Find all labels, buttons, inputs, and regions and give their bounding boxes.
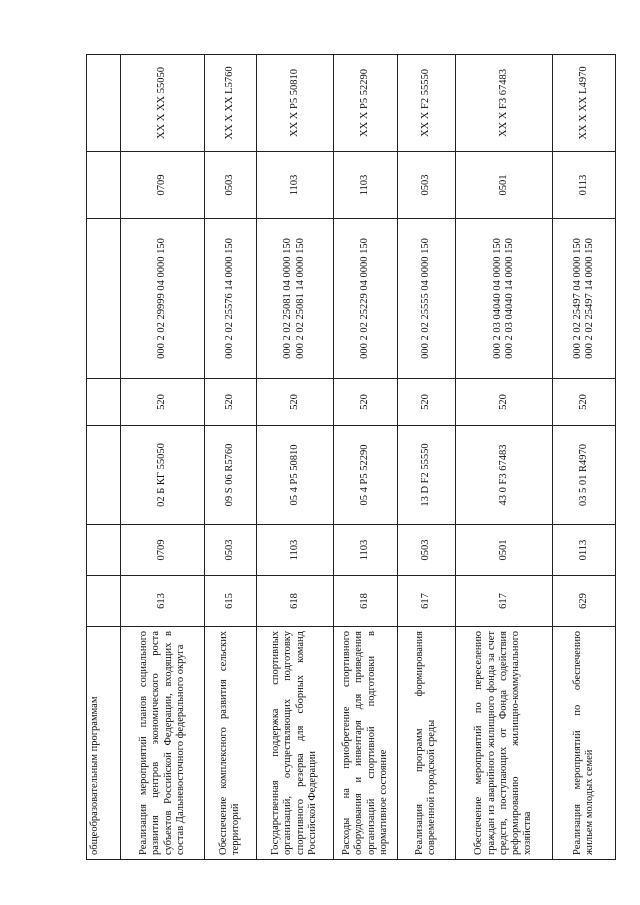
rzpr-cell: [87, 525, 121, 576]
row-name-cell: Обеспечение комплексного развития сельских территорий: [204, 627, 256, 860]
income-code-cell: [553, 219, 616, 379]
table-row: [333, 55, 398, 860]
rzpr-target-cell: 0709: [121, 152, 204, 219]
row-name-cell: Реализация мероприятий по обеспечению жильем молодых семей: [553, 627, 616, 860]
table-row: [553, 55, 616, 860]
kvsr-cell: 617: [398, 576, 455, 627]
target-code-cell: XX X F3 67483: [455, 55, 553, 152]
table-row: [87, 55, 121, 860]
target-code-cell: XX X P5 50810: [256, 55, 333, 152]
csr-cell: 03 5 01 R4970: [553, 426, 616, 525]
rzpr-cell: 1103: [333, 525, 398, 576]
csr-cell: 09 S 06 R5760: [204, 426, 256, 525]
rzpr-cell: 0503: [398, 525, 455, 576]
row-name-cell: Государственная поддержка спортивных организаций, осуществляющих подготовку спортивного резерва для сборных команд Российской Федерации: [256, 627, 333, 860]
income-code: 000 2 02 25081 04 0000 150: [282, 238, 294, 359]
income-code: 000 2 02 25081 14 0000 150: [294, 238, 306, 359]
rzpr-target-cell: 0501: [455, 152, 553, 219]
kvsr-cell: 617: [455, 576, 553, 627]
income-code: 000 2 02 25555 04 0000 150: [420, 238, 432, 359]
csr-cell: 05 4 P5 52290: [333, 426, 398, 525]
income-code-cell: [87, 219, 121, 379]
rzpr-cell: 0113: [553, 525, 616, 576]
rzpr-cell: 1103: [256, 525, 333, 576]
income-code: 000 2 02 25497 04 0000 150: [571, 238, 583, 359]
kvsr-cell: 618: [256, 576, 333, 627]
income-code-cell: [256, 219, 333, 379]
target-code-cell: XX X F2 55550: [398, 55, 455, 152]
vr-cell: 520: [398, 379, 455, 426]
income-code-cell: [455, 219, 553, 379]
vr-cell: 520: [553, 379, 616, 426]
kvsr-cell: 613: [121, 576, 204, 627]
rzpr-cell: 0709: [121, 525, 204, 576]
target-code-cell: XX X P5 52290: [333, 55, 398, 152]
rzpr-target-cell: [87, 152, 121, 219]
csr-cell: 13 D F2 55550: [398, 426, 455, 525]
rzpr-target-cell: 1103: [256, 152, 333, 219]
income-code-cell: [204, 219, 256, 379]
row-name-cell: Реализация мероприятий планов социального развития центров экономического роста субъектов Российской Федерации, входящих в состав Дальневосточного федерального округа: [121, 627, 204, 860]
vr-cell: 520: [256, 379, 333, 426]
vr-cell: 520: [333, 379, 398, 426]
income-code: 000 2 03 04040 04 0000 150: [491, 238, 503, 359]
income-code-cell: [121, 219, 204, 379]
csr-cell: [87, 426, 121, 525]
rzpr-target-cell: 0113: [553, 152, 616, 219]
budget-table: [86, 54, 616, 860]
income-code: 000 2 02 25576 14 0000 150: [224, 238, 236, 359]
table-row: [256, 55, 333, 860]
rzpr-target-cell: 1103: [333, 152, 398, 219]
income-code: 000 2 02 29999 04 0000 150: [156, 238, 168, 359]
income-code-cell: [398, 219, 455, 379]
income-code: 000 2 02 25497 14 0000 150: [584, 238, 596, 359]
vr-cell: 520: [204, 379, 256, 426]
row-name-cell: общеобразовательным программам: [87, 627, 121, 860]
rzpr-target-cell: 0503: [204, 152, 256, 219]
table-row: [455, 55, 553, 860]
kvsr-cell: 615: [204, 576, 256, 627]
target-code-cell: [87, 55, 121, 152]
rzpr-target-cell: 0503: [398, 152, 455, 219]
income-code: 000 2 03 04040 14 0000 150: [504, 238, 516, 359]
table-row: [204, 55, 256, 860]
rzpr-cell: 0503: [204, 525, 256, 576]
vr-cell: [87, 379, 121, 426]
target-code-cell: XX X XX 55050: [121, 55, 204, 152]
rzpr-cell: 0501: [455, 525, 553, 576]
table-row: [121, 55, 204, 860]
csr-cell: 05 4 P5 50810: [256, 426, 333, 525]
csr-cell: 43 0 F3 67483: [455, 426, 553, 525]
row-name-cell: Расходы на приобретение спортивного оборудования и инвентаря для приведения организаций спортивной подготовки в нормативное состояние: [333, 627, 398, 860]
kvsr-cell: [87, 576, 121, 627]
row-name-cell: Обеспечение мероприятий по переселению граждан из аварийного жилищного фонда за счет средств, поступающих от Фонда содействия реформированию жилищно-коммунального хозяйства: [455, 627, 553, 860]
kvsr-cell: 629: [553, 576, 616, 627]
table-row: [398, 55, 455, 860]
vr-cell: 520: [455, 379, 553, 426]
rotated-table-wrapper: [86, 55, 616, 860]
csr-cell: 02 Б КГ 55050: [121, 426, 204, 525]
target-code-cell: XX X XX L4970: [553, 55, 616, 152]
table-body: [87, 55, 616, 860]
income-code-cell: [333, 219, 398, 379]
row-name-cell: Реализация программ формирования современной городской среды: [398, 627, 455, 860]
income-code: 000 2 02 25229 04 0000 150: [359, 238, 371, 359]
vr-cell: 520: [121, 379, 204, 426]
target-code-cell: XX X XX L5760: [204, 55, 256, 152]
kvsr-cell: 618: [333, 576, 398, 627]
